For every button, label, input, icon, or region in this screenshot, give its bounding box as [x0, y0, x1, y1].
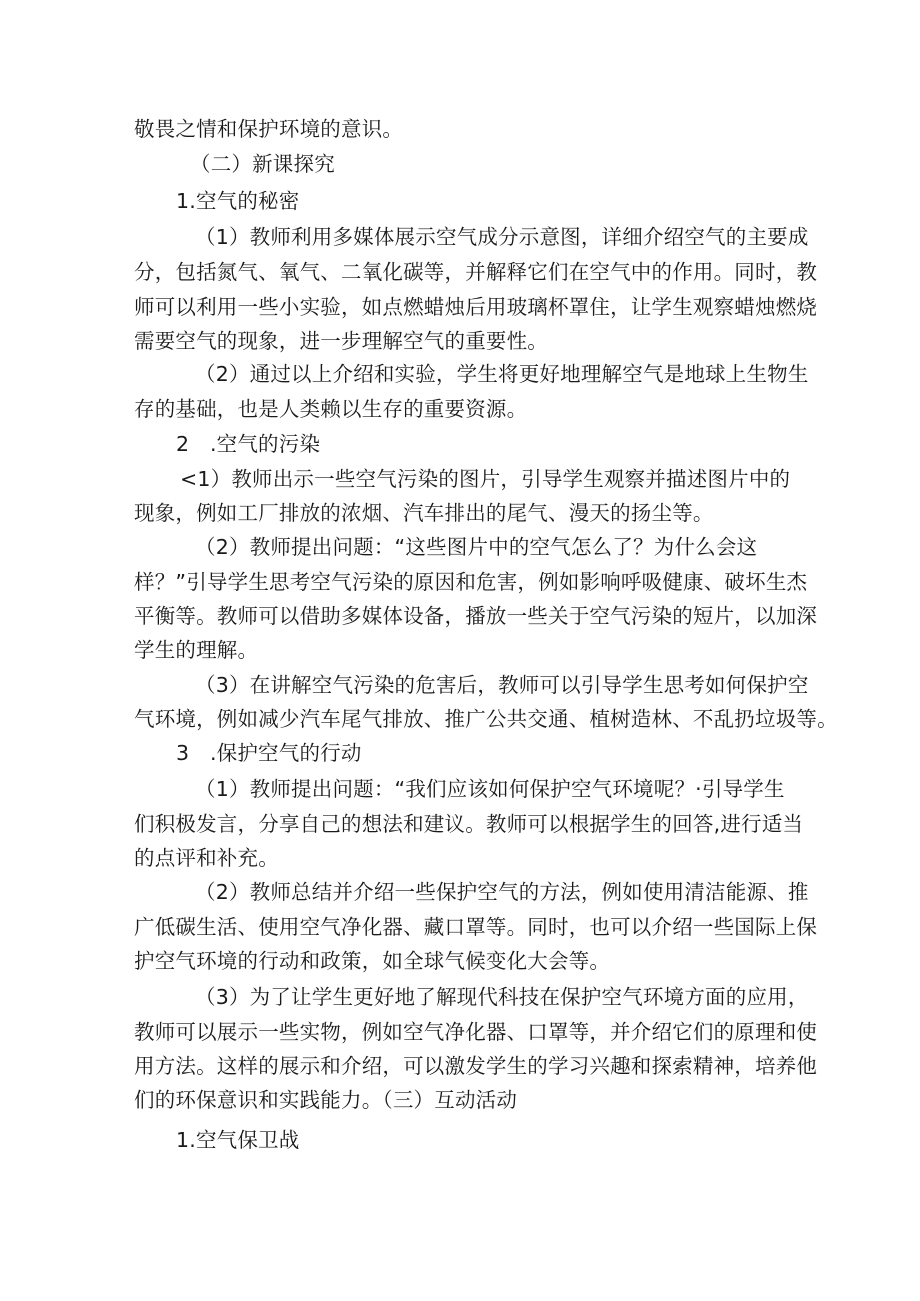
- text-line: （3）在讲解空气污染的危害后，教师可以引导学生思考如何保护空: [195, 673, 809, 697]
- text-line: 现象，例如工厂排放的浓烟、汽车排出的尾气、漫天的扬尘等。: [134, 501, 714, 525]
- text-line: 存的基础，也是人类赖以生存的重要资源。: [134, 397, 528, 421]
- section-heading: （二）新课探究: [190, 152, 335, 176]
- text-line: 师可以利用一些小实验，如点燃蜡烛后用玻璃杯罩住，让学生观察蜡烛燃烧: [134, 295, 818, 319]
- text-line: 气环境，例如减少汽车尾气排放、推广公共交通、植树造林、不乱扔垃圾等。: [134, 707, 838, 731]
- text-line: （1）教师提出问题：“我们应该如何保护空气环境呢？·引导学生: [195, 777, 785, 801]
- text-line: （3）为了让学生更好地了解现代科技在保护空气环境方面的应用，: [195, 985, 809, 1009]
- text-line: 们积极发言，分享自己的想法和建议。教师可以根据学生的回答,进行适当: [134, 812, 804, 836]
- text-line: 分，包括氮气、氧气、二氧化碳等，并解释它们在空气中的作用。同时，教: [134, 260, 818, 284]
- text-line: 用方法。这样的展示和介绍，可以激发学生的学习兴趣和探索精神，培养他: [134, 1054, 818, 1078]
- text-line: 学生的理解。: [134, 638, 259, 662]
- text-line: （1）教师利用多媒体展示空气成分示意图，详细介绍空气的主要成: [195, 225, 809, 249]
- text-line: 广低碳生活、使用空气净化器、藏口罩等。同时，也可以介绍一些国际上保: [134, 915, 818, 939]
- text-line: 护空气环境的行动和政策，如全球气候变化大会等。: [134, 949, 611, 973]
- text-line: 的点评和补充。: [134, 846, 279, 870]
- text-line: 们的环保意识和实践能力。（三）互动活动: [134, 1088, 518, 1112]
- text-line: <1）教师出示一些空气污染的图片，引导学生观察并描述图片中的: [180, 467, 791, 491]
- subsection-heading: 3 .保护空气的行动: [176, 741, 362, 765]
- text-line: 需要空气的现象，进一步理解空气的重要性。: [134, 329, 548, 353]
- text-line: 敬畏之情和保护环境的意识。: [134, 117, 404, 141]
- text-line: 样？”引导学生思考空气污染的原因和危害，例如影响呼吸健康、破坏生杰: [134, 570, 808, 594]
- text-line: 平衡等。教师可以借助多媒体设备，播放一些关于空气污染的短片，以加深: [134, 604, 818, 628]
- text-line: 教师可以展示一些实物，例如空气净化器、口罩等，并介绍它们的原理和使: [134, 1020, 818, 1044]
- subsection-heading: 1.空气的秘密: [176, 189, 300, 213]
- text-line: （2）教师总结并介绍一些保护空气的方法，例如使用清洁能源、推: [195, 880, 809, 904]
- subsection-heading: 2 .空气的污染: [176, 432, 321, 456]
- text-line: （2）通过以上介绍和实验，学生将更好地理解空气是地球上生物生: [195, 362, 809, 386]
- text-line: （2）教师提出问题：“这些图片中的空气怎么了？为什么会这: [195, 535, 758, 559]
- subsection-heading: 1.空气保卫战: [176, 1128, 300, 1152]
